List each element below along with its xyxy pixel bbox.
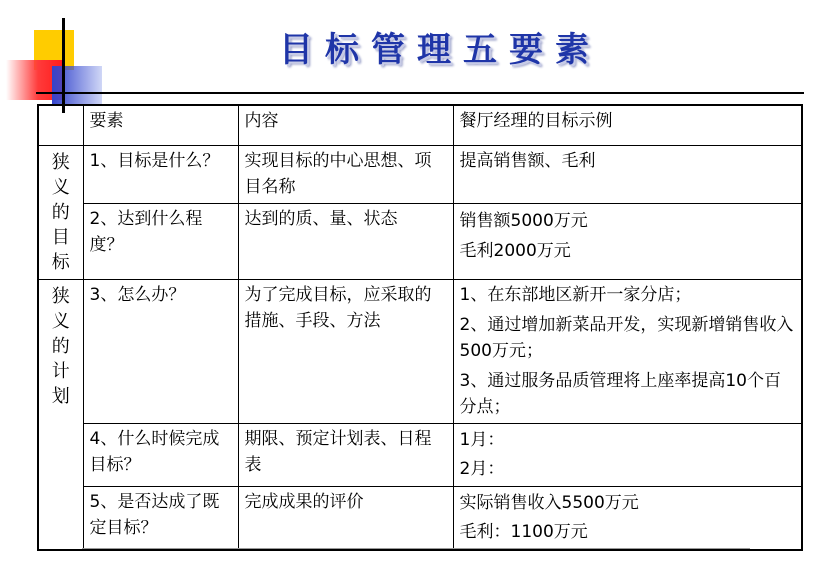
- example-line: 销售额5000万元: [459, 210, 588, 231]
- table-row: [38, 486, 802, 550]
- content-cell: 达到的质、量、状态: [238, 203, 453, 279]
- example-cell: [453, 423, 802, 486]
- group-label-plan: [38, 279, 83, 550]
- content-cell: 完成成果的评价: [238, 486, 453, 550]
- footer-divider: [82, 548, 750, 549]
- group-char: 义: [51, 310, 70, 332]
- content-cell: 实现目标的中心思想、项目名称: [238, 145, 453, 203]
- example-line: 提高销售额、毛利: [459, 150, 596, 171]
- table-row: [38, 203, 802, 279]
- header-empty-cell: [38, 105, 83, 145]
- example-cell: [453, 203, 802, 279]
- page-title: 目标管理五要素: [279, 30, 601, 70]
- group-char: 目: [51, 226, 70, 248]
- group-char: 计: [51, 360, 70, 382]
- header-content: 内容: [238, 105, 453, 145]
- example-line: 实际销售收入5500万元: [459, 492, 639, 513]
- example-cell: [453, 486, 802, 550]
- table-row: [38, 145, 802, 203]
- group-char: 义: [51, 176, 70, 198]
- decor-blue-square: [52, 66, 102, 104]
- element-cell: 4、什么时候完成目标？: [83, 423, 238, 486]
- header-example: 餐厅经理的目标示例: [453, 105, 802, 145]
- table-row: [38, 279, 802, 423]
- group-char: 标: [51, 251, 70, 273]
- decor-vertical-line: [62, 18, 65, 113]
- example-line: 毛利：1100万元: [459, 521, 588, 542]
- element-cell: 1、目标是什么？: [83, 145, 238, 203]
- group-label-goal: [38, 145, 83, 279]
- group-char: 狭: [51, 151, 70, 173]
- goal-elements-table: [37, 104, 803, 551]
- group-char: 狭: [51, 285, 70, 307]
- content-cell: 为了完成目标，应采取的措施、手段、方法: [238, 279, 453, 423]
- group-char: 的: [51, 335, 70, 357]
- decor-horizontal-line: [36, 92, 804, 94]
- example-line: 1、在东部地区新开一家分店；: [459, 284, 692, 305]
- example-line: 毛利2000万元: [459, 240, 571, 261]
- content-cell: 期限、预定计划表、日程表: [238, 423, 453, 486]
- example-line: 3、通过服务品质管理将上座率提高10个百分点；: [459, 370, 781, 417]
- example-line: 2月：: [459, 458, 505, 479]
- table-header-row: [38, 105, 802, 145]
- example-line: 2、通过增加新菜品开发，实现新增销售收入500万元；: [459, 314, 794, 361]
- example-cell: [453, 279, 802, 423]
- group-char: 的: [51, 201, 70, 223]
- element-cell: 2、达到什么程度？: [83, 203, 238, 279]
- group-char: 划: [51, 385, 70, 407]
- element-cell: 5、是否达成了既定目标？: [83, 486, 238, 550]
- table-row: [38, 423, 802, 486]
- element-cell: 3、怎么办？: [83, 279, 238, 423]
- example-cell: [453, 145, 802, 203]
- example-line: 1月：: [459, 429, 505, 450]
- header-element: 要素: [83, 105, 238, 145]
